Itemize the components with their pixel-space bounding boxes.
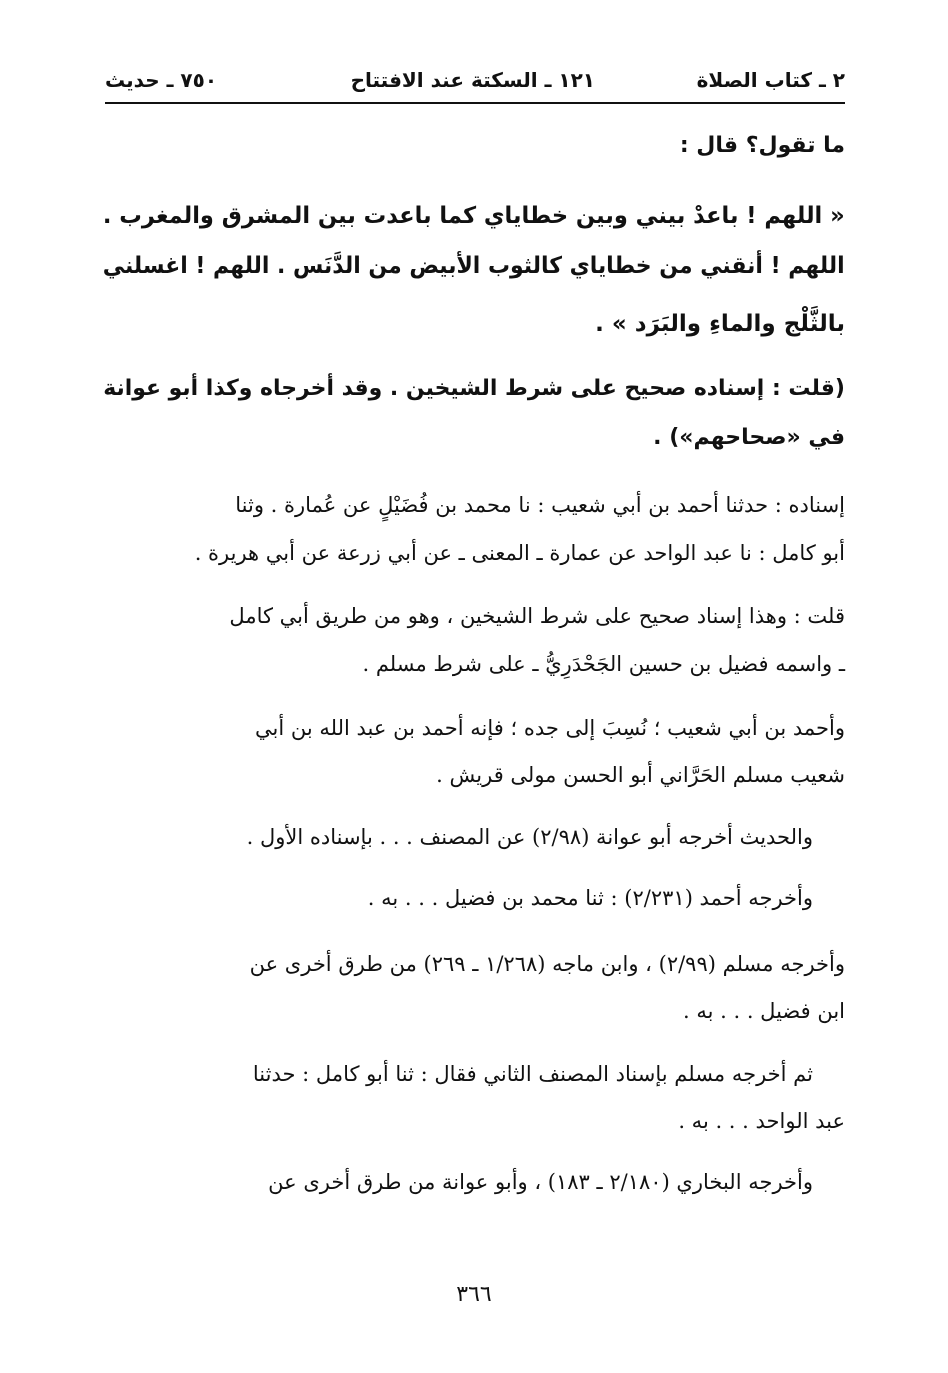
commentary-line-4: شعيب مسلم الحَرَّاني أبو الحسن مولى قريش . <box>436 763 845 787</box>
commentary-line-2: ـ واسمه فضيل بن حسين الجَحْدَرِيُّ ـ على شرط مسلم . <box>362 652 845 676</box>
takhrij-line-4: ابن فضيل . . . به . <box>682 999 845 1023</box>
takhrij-line-6: عبد الواحد . . . به . <box>678 1109 845 1133</box>
commentary-line-1: قلت : وهذا إسناد صحيح على شرط الشيخين ، وهو من طريق أبي كامل <box>229 604 845 628</box>
text-line-intro: ما تقول؟ قال : <box>679 133 845 158</box>
header-hadith-number: ٧٥٠ ـ حديث <box>105 68 218 92</box>
header-section-title: ١٢١ ـ السكتة عند الافتتاح <box>350 68 595 92</box>
page-number: ٣٦٦ <box>456 1282 492 1307</box>
header-book-chapter: ٢ ـ كتاب الصلاة <box>696 68 845 92</box>
takhrij-line-5: ثم أخرجه مسلم بإسناد المصنف الثاني فقال : ثنا أبو كامل : حدثنا <box>252 1062 813 1086</box>
takhrij-line-2: وأخرجه أحمد (٢/٢٣١) : ثنا محمد بن فضيل . . . به . <box>367 886 813 910</box>
takhrij-line-1: والحديث أخرجه أبو عوانة (٢/٩٨) عن المصنف . . . بإسناده الأول . <box>246 825 813 849</box>
takhrij-line-7: وأخرجه البخاري (٢/١٨٠ ـ ١٨٣) ، وأبو عوانة من طرق أخرى عن <box>268 1170 813 1194</box>
header-divider <box>105 102 845 104</box>
hadith-text-line-3: بالثَّلْج والماءِ والبَرَد » . <box>595 311 845 337</box>
isnad-line-1: إسناده : حدثنا أحمد بن أبي شعيب : نا محمد بن فُضَيْلٍ عن عُمارة . وثنا <box>235 493 845 517</box>
takhrij-line-3: وأخرجه مسلم (٢/٩٩) ، وابن ماجه (١/٢٦٨ ـ ٢٦٩) من طرق أخرى عن <box>249 952 845 976</box>
grading-note-line-1: (قلت : إسناده صحيح على شرط الشيخين . وقد أخرجاه وكذا أبو عوانة <box>103 376 845 401</box>
hadith-text-line-2: اللهم ! أنقني من خطاياي كالثوب الأبيض من الدَّنَس . اللهم ! اغسلني <box>103 253 845 279</box>
hadith-text-line-1: « اللهم ! باعدْ بيني وبين خطاياي كما باعدت بين المشرق والمغرب . <box>103 203 845 229</box>
commentary-line-3: وأحمد بن أبي شعيب ؛ نُسِبَ إلى جده ؛ فإنه أحمد بن عبد الله بن أبي <box>255 716 845 740</box>
grading-note-line-2: في «صحاحهم») . <box>653 425 845 450</box>
isnad-line-2: أبو كامل : نا عبد الواحد عن عمارة ـ المعنى ـ عن أبي زرعة عن أبي هريرة . <box>194 541 845 565</box>
running-header <box>105 68 845 102</box>
